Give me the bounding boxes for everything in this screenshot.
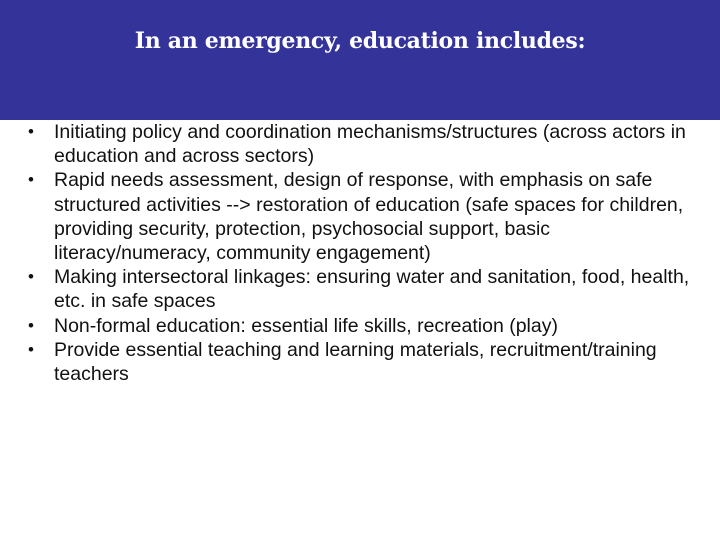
bullet-text: Provide essential teaching and learning materials, recruitment/training teachers <box>54 338 657 386</box>
bullet-text: Non-formal education: essential life skills, recreation (play) <box>54 314 558 337</box>
bullet-text: Making intersectoral linkages: ensuring water and sanitation, food, health, etc. in safe spaces <box>54 266 690 313</box>
bullet-text: Rapid needs assessment, design of response, with emphasis on safe structured activities --> restoration of education (safe spaces for children, providing security, protection, psychosocial support, basic literacy/numeracy, community engagement) <box>54 169 684 265</box>
list-item <box>28 314 708 338</box>
list-item <box>28 338 708 386</box>
bullet-icon: • <box>28 315 34 335</box>
bullet-text: Initiating policy and coordination mechanisms/structures (across actors in education and across sectors) <box>54 121 686 168</box>
list-item <box>28 265 708 313</box>
bullet-icon: • <box>28 170 34 190</box>
bullet-list <box>28 120 708 386</box>
list-item <box>28 168 708 265</box>
bullet-icon: • <box>28 267 34 287</box>
slide-title: In an emergency, education includes: <box>134 28 586 54</box>
title-band <box>0 0 720 120</box>
list-item <box>28 120 708 168</box>
bullet-icon: • <box>28 339 34 359</box>
bullet-icon: • <box>28 122 34 141</box>
